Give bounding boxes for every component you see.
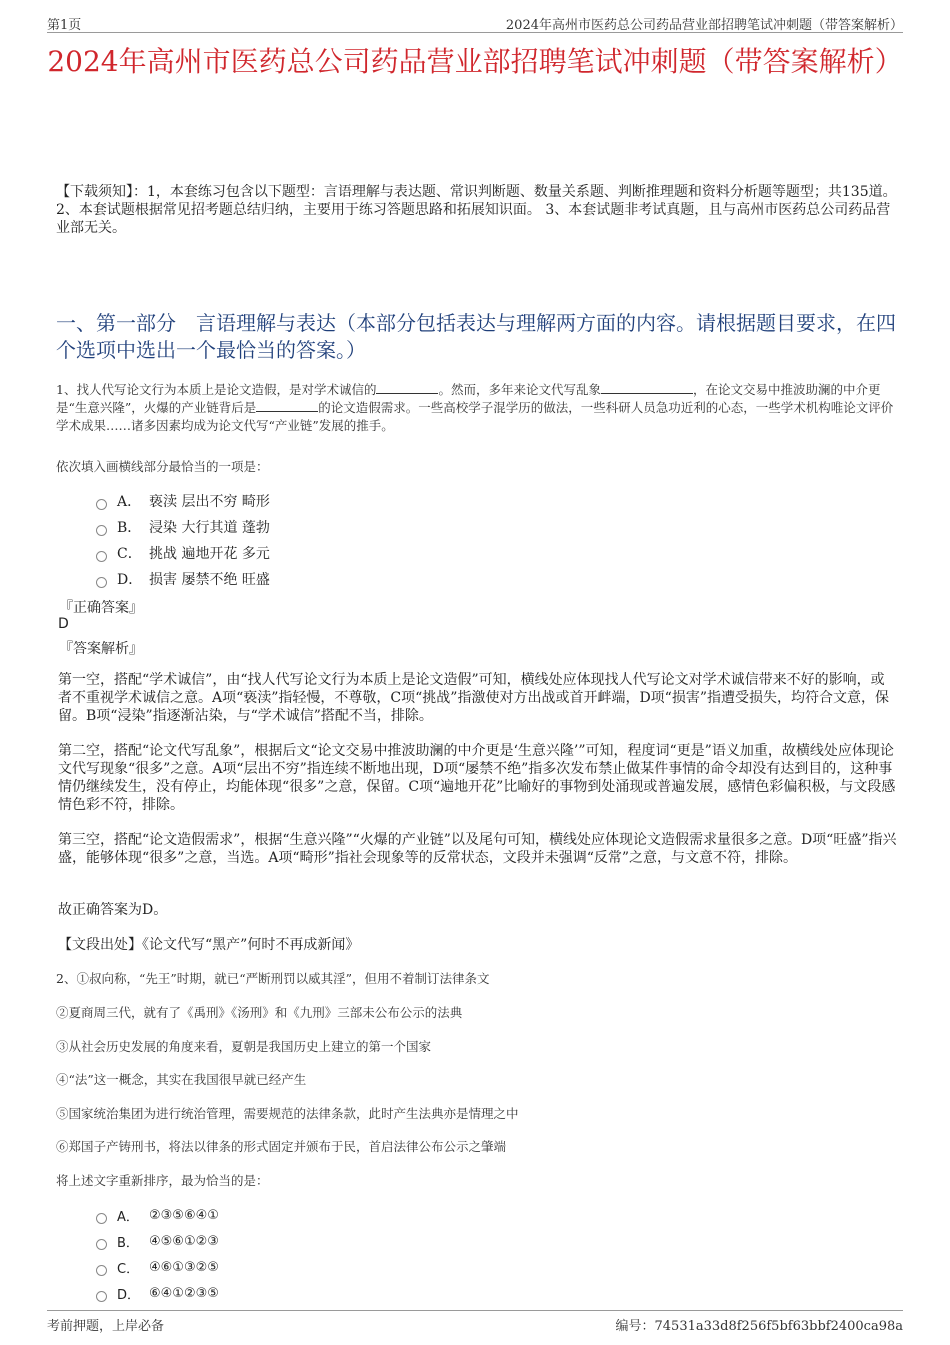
q1-text-c: ，在论文交易中推波助澜的中介更是“生意兴隆”，火爆的产业链背后是 (56, 382, 881, 415)
q2-sentence-2: ②夏商周三代，就有了《禹刑》《汤刑》和《九刑》三部未公布公示的法典 (56, 1005, 463, 1020)
radio-icon[interactable] (96, 1239, 107, 1250)
analysis-label: 『答案解析』 (59, 641, 143, 657)
page-header (47, 12, 903, 33)
analysis-paragraph-1: 第一空，搭配“学术诚信”，由“找人代写论文行为本质上是论文造假”可知，横线处应体现找人代写论文对学术诚信带来不好的影响，或者不重视学术诚信之意。A项“亵渎”指轻慢，不尊敬，C项“挑战”指激使对方出战或首开衅端，D项“损害”指遭受损失，均符合文意，保留。B项“浸染”指逐渐沾染，与“学术诚信”搭配不当，排除。 (58, 672, 889, 724)
q2-sentence-1: 2、①叔向称，“先王”时期，就已“严断刑罚以威其淫”，但用不着制订法律条文 (56, 971, 490, 986)
radio-icon[interactable] (96, 499, 107, 510)
q2-options (96, 1202, 219, 1306)
footer-slogan: 考前押题，上岸必备 (47, 1319, 165, 1334)
footer-doc-id: 编号：74531a33d8f256f5bf63bbf2400ca98a (615, 1319, 903, 1334)
q1-option-b[interactable]: B． 浸染 大行其道 蓬勃 (96, 514, 270, 540)
q1-prompt: 依次填入画横线部分最恰当的一项是： (56, 459, 269, 474)
analysis-paragraph-3: 第三空，搭配“论文造假需求”，根据“生意兴隆”“火爆的产业链”以及尾句可知，横线处应体现论文造假需求量很多之意。D项“旺盛”指兴盛，能够体现“很多”之意，当选。A项“畸形”指社会现象等的反常状态，文段并未强调“反常”之意，与文意不符，排除。 (58, 832, 897, 866)
q2-option-c[interactable]: C． ④⑥①③②⑤ (96, 1254, 219, 1280)
q2-prompt: 将上述文字重新排序，最为恰当的是： (56, 1173, 269, 1188)
section-title: 一、第一部分 言语理解与表达（本部分包括表达与理解两方面的内容。请根据题目要求，在四个选项中选出一个最恰当的答案。） (56, 311, 896, 362)
source-citation: 【文段出处】《论文代写“黑产”何时不再成新闻》 (58, 937, 360, 953)
q1-options (96, 488, 270, 592)
q2-option-d[interactable]: D． ⑥④①②③⑤ (96, 1280, 219, 1306)
page-number: 第1页 (47, 18, 82, 33)
analysis-paragraph-2: 第二空，搭配“论文代写乱象”，根据后文“论文交易中推波助澜的中介更是‘生意兴隆’”可知，程度词“更是”语义加重，故横线处应体现论文代写现象“很多”之意。A项“层出不穷”指连续不断地出现，D项“屡禁不绝”指多次发布禁止做某件事情的命令却没有达到目的，这种事情仍继续发生，没有停止，均能体现“很多”之意，保留。C项“遍地开花”比喻好的事物到处涌现或普遍发展，感情色彩偏积极，与文段感情色彩不符，排除。 (58, 743, 896, 813)
radio-icon[interactable] (96, 1213, 107, 1224)
radio-icon[interactable] (96, 1291, 107, 1302)
fill-blank-1 (376, 381, 438, 394)
fill-blank-3 (256, 399, 318, 412)
q1-text-a: 1、找人代写论文行为本质上是论文造假，是对学术诚信的 (56, 382, 377, 397)
page-footer (47, 1310, 903, 1335)
q1-text-d: 的论文造假需求。一些高校学子混学历的做法，一些科研人员急功近利的心态，一些学术机构唯论文评价学术成果……诸多因素均成为论文代写“产业链”发展的推手。 (56, 400, 894, 433)
q2-option-b[interactable]: B． ④⑤⑥①②③ (96, 1228, 219, 1254)
download-notice: 【下载须知】：1，本套练习包含以下题型：言语理解与表达题、常识判断题、数量关系题、判断推理题和资料分析题等题型；共135道。 2、本套试题根据常见招考题总结归纳，主要用于练习答题思路和拓展知识面。 3、本套试题非考试真题，且与高州市医药总公司药品营业部无关。 (56, 184, 897, 236)
q1-text-b: 。然而，多年来论文代写乱象 (438, 382, 601, 397)
q2-sentence-5: ⑤国家统治集团为进行统治管理，需要规范的法律条款，此时产生法典亦是情理之中 (56, 1106, 519, 1121)
q2-sentence-6: ⑥郑国子产铸刑书，将法以律条的形式固定并颁布于民，首启法律公布公示之肇端 (56, 1139, 507, 1154)
radio-icon[interactable] (96, 1265, 107, 1276)
radio-icon[interactable] (96, 551, 107, 562)
page-title: 2024年高州市医药总公司药品营业部招聘笔试冲刺题（带答案解析） (47, 45, 903, 78)
header-doc-title: 2024年高州市医药总公司药品营业部招聘笔试冲刺题（带答案解析） (505, 18, 903, 33)
question-1-stem (56, 381, 902, 435)
answer-value: D (58, 616, 69, 632)
q2-sentence-3: ③从社会历史发展的角度来看，夏朝是我国历史上建立的第一个国家 (56, 1039, 432, 1054)
q2-sentence-4: ④“法”这一概念，其实在我国很早就已经产生 (56, 1072, 307, 1087)
q1-option-c[interactable]: C． 挑战 遍地开花 多元 (96, 540, 270, 566)
q2-option-a[interactable]: A． ②③⑤⑥④① (96, 1202, 219, 1228)
q1-option-a[interactable]: A． 亵渎 层出不穷 畸形 (96, 488, 270, 514)
fill-blank-2 (601, 381, 693, 394)
q1-option-d[interactable]: D． 损害 屡禁不绝 旺盛 (96, 566, 270, 592)
answer-label: 『正确答案』 (59, 600, 143, 616)
analysis-conclusion: 故正确答案为D。 (58, 902, 168, 918)
radio-icon[interactable] (96, 525, 107, 536)
radio-icon[interactable] (96, 577, 107, 588)
